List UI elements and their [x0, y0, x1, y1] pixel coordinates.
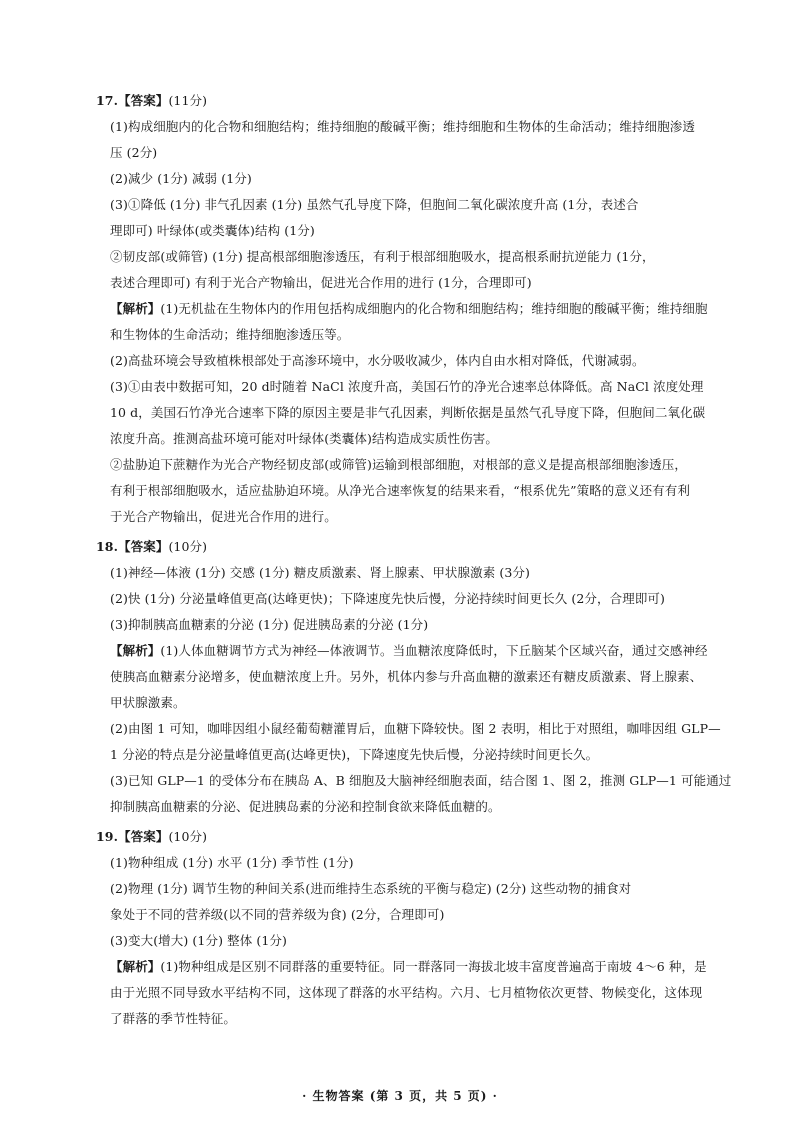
answer-tag: 【答案】 — [118, 93, 169, 108]
analysis-first-line — [110, 954, 744, 980]
answer-line: (3)变大(增大) (1分) 整体 (1分) — [110, 933, 287, 948]
analysis-line: 于光合产物输出，促进光合作用的进行。 — [110, 509, 337, 524]
analysis-tag: 【解析】 — [110, 959, 161, 974]
analysis-line: (2)高盐环境会导致植株根部处于高渗环境中，水分吸收减少，体内自由水相对降低，代谢减弱。 — [110, 353, 645, 368]
analysis-line: 1 分泌的特点是分泌量峰值更高(达峰更快)，下降速度先快后慢，分泌持续时间更长久。 — [110, 747, 599, 762]
analysis-tag: 【解析】 — [110, 301, 161, 316]
analysis-line: 抑制胰高血糖素的分泌、促进胰岛素的分泌和控制食欲来降低血糖的。 — [110, 799, 501, 814]
question-17-answer-heading — [96, 88, 744, 114]
question-number: 18. — [96, 539, 119, 554]
answer-score: (10分) — [168, 829, 208, 844]
answer-tag: 【答案】 — [118, 539, 169, 554]
answer-line: (2)减少 (1分) 减弱 (1分) — [110, 171, 252, 186]
answer-tag: 【答案】 — [118, 829, 169, 844]
analysis-line: (2)由图 1 可知，咖啡因组小鼠经葡萄糖灌胃后，血糖下降较快。图 2 表明，相比于对照组，咖啡因组 GLP— — [110, 721, 721, 736]
analysis-text: (1)人体血糖调节方式为神经—体液调节。当血糖浓度降低时，下丘脑某个区域兴奋，通过交感神经 — [160, 643, 708, 658]
analysis-line: 由于光照不同导致水平结构不同，这体现了群落的水平结构。六月、七月植物依次更替、物候变化，这体现 — [110, 985, 703, 1000]
analysis-line: 了群落的季节性特征。 — [110, 1011, 237, 1026]
question-18 — [96, 534, 744, 820]
answer-line: (1)神经—体液 (1分) 交感 (1分) 糖皮质激素、肾上腺素、甲状腺激素 (3分) — [110, 565, 530, 580]
analysis-line: 使胰高血糖素分泌增多，使血糖浓度上升。另外，机体内参与升高血糖的激素还有糖皮质激素、肾上腺素、 — [110, 669, 703, 684]
analysis-line: (3)①由表中数据可知，20 d时随着 NaCl 浓度升高，美国石竹的净光合速率总体降低。高 NaCl 浓度处理 — [110, 379, 704, 394]
question-18-answer-heading — [96, 534, 744, 560]
answer-line: (3)抑制胰高血糖素的分泌 (1分) 促进胰岛素的分泌 (1分) — [110, 617, 429, 632]
question-19-answer-heading — [96, 824, 744, 850]
analysis-line: ②盐胁迫下蔗糖作为光合产物经韧皮部(或筛管)运输到根部细胞，对根部的意义是提高根部细胞渗透压， — [110, 457, 687, 472]
answer-line: 表述合理即可) 有利于光合产物输出，促进光合作用的进行 (1分，合理即可) — [110, 275, 532, 290]
analysis-text: (1)无机盐在生物体内的作用包括构成细胞内的化合物和细胞结构；维持细胞的酸碱平衡；维持细胞 — [160, 301, 708, 316]
answer-line: 理即可) 叶绿体(或类囊体)结构 (1分) — [110, 223, 315, 238]
analysis-first-line — [110, 638, 744, 664]
question-number: 17. — [96, 93, 119, 108]
analysis-line: 10 d，美国石竹净光合速率下降的原因主要是非气孔因素，判断依据是虽然气孔导度下降，但胞间二氧化碳 — [110, 405, 706, 420]
analysis-line: 甲状腺激素。 — [110, 695, 186, 710]
answer-line: (3)①降低 (1分) 非气孔因素 (1分) 虽然气孔导度下降，但胞间二氧化碳浓度升高 (1分，表述合 — [110, 197, 639, 212]
analysis-text: (1)物种组成是区别不同群落的重要特征。同一群落同一海拔北坡丰富度普遍高于南坡 4～6 种，是 — [160, 959, 707, 974]
question-17 — [96, 88, 744, 530]
analysis-line: 浓度升高。推测高盐环境可能对叶绿体(类囊体)结构造成实质性伤害。 — [110, 431, 498, 446]
answer-line: (1)构成细胞内的化合物和细胞结构；维持细胞的酸碱平衡；维持细胞和生物体的生命活动；维持细胞渗透 — [110, 119, 696, 134]
analysis-line: 和生物体的生命活动；维持细胞渗透压等。 — [110, 327, 350, 342]
page-content — [96, 88, 744, 1032]
page-footer: · 生物答案 (第 3 页，共 5 页) · — [302, 1089, 498, 1103]
analysis-first-line — [110, 296, 744, 322]
analysis-tag: 【解析】 — [110, 643, 161, 658]
answer-line: ②韧皮部(或筛管) (1分) 提高根部细胞渗透压，有利于根部细胞吸水，提高根系耐抗逆能力 (1分， — [110, 249, 655, 264]
answer-line: 压 (2分) — [110, 145, 158, 160]
answer-score: (11分) — [168, 93, 208, 108]
answer-line: (2)物理 (1分) 调节生物的种间关系(进而维持生态系统的平衡与稳定) (2分) 这些动物的捕食对 — [110, 881, 632, 896]
answer-line: (1)物种组成 (1分) 水平 (1分) 季节性 (1分) — [110, 855, 354, 870]
answer-line: (2)快 (1分) 分泌量峰值更高(达峰更快)；下降速度先快后慢，分泌持续时间更长久 (2分，合理即可) — [110, 591, 665, 606]
question-number: 19. — [96, 829, 119, 844]
question-19 — [96, 824, 744, 1032]
answer-line: 象处于不同的营养级(以不同的营养级为食) (2分，合理即可) — [110, 907, 445, 922]
analysis-line: 有利于根部细胞吸水，适应盐胁迫环境。从净光合速率恢复的结果来看，“根系优先”策略的意义还有有利 — [110, 483, 690, 498]
answer-score: (10分) — [168, 539, 208, 554]
analysis-line: (3)已知 GLP—1 的受体分布在胰岛 A、B 细胞及大脑神经细胞表面，结合图 1、图 2，推测 GLP—1 可能通过 — [110, 773, 732, 788]
